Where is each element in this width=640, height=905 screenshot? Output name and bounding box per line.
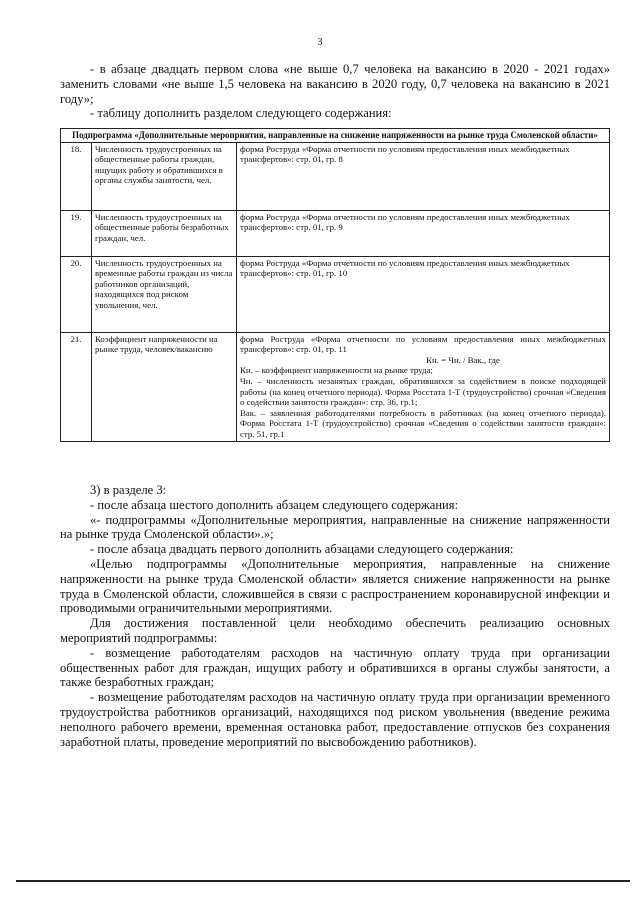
paragraph: - возмещение работодателям расходов на частичную оплату труда при организации общественных работ для граждан, ищущих работу и обратившихся в органы службы занятости, а также безработных граждан; [60, 645, 610, 690]
table-row [61, 332, 610, 441]
indicator-name: Численность трудоустроенных на общественные работы безработных граждан, чел. [92, 210, 237, 256]
intro-block [60, 62, 610, 121]
table-header: Подпрограмма «Дополнительные мероприятия, направленные на снижение напряженности на рынке труда Смоленской области» [61, 129, 610, 143]
formula: Кн. = Чн. / Вак., где [426, 354, 500, 365]
formula-chn-definition: Чн. – численность незанятых граждан, обратившихся за содействием в поиске подходящей работы (на конец отчетного периода). Форма Росстата 1-Т (трудоустройство) срочная «Сведения о содействии занятости граждан»: стр. 36, гр.1; [240, 375, 606, 408]
bottom-divider [16, 880, 630, 882]
indicator-name: Численность трудоустроенных на общественные работы граждан, ищущих работу и обратившихся в органы службы занятости, чел. [92, 142, 237, 210]
formula-kn-definition: Кн. – коэффициент напряженности на рынке труда; [240, 365, 433, 376]
body-block [60, 483, 610, 749]
intro-table-note: - таблицу дополнить разделом следующего содержания: [90, 106, 392, 121]
formula-vak-definition: Вак. – заявленная работодателями потребность в работниках (на конец отчетного периода). Форма Росстата 1-Т (трудоустройство) срочная «Сведения о содействии занятости граждан»: стр. 51, гр.1 [240, 407, 606, 439]
indicator-source: форма Роструда «Форма отчетности по условиям предоставления иных межбюджетных трансфертов»: стр. 01, гр. 11 [240, 333, 606, 355]
row-number: 21. [61, 332, 92, 441]
row-number: 19. [61, 210, 92, 256]
paragraph: Для достижения поставленной цели необходимо обеспечить реализацию основных мероприятий подпрограммы: [60, 616, 610, 645]
paragraph: - после абзаца шестого дополнить абзацем следующего содержания: [90, 497, 459, 512]
table-row [61, 256, 610, 332]
page-number: 3 [317, 37, 323, 48]
indicator-source: форма Роструда «Форма отчетности по условиям предоставления иных межбюджетных трансфертов»: стр. 01, гр. 10 [237, 256, 610, 332]
row-number: 18. [61, 142, 92, 210]
paragraph: «- подпрограммы «Дополнительные мероприятия, направленные на снижение напряженности на рынке труда Смоленской области».»; [60, 512, 610, 542]
intro-paragraph: - в абзаце двадцать первом слова «не выше 0,7 человека на вакансию в 2020 - 2021 годах» заменить словами «не выше 1,5 человека на вакансию в 2020 году, 0,7 человека на вакансию в 2021 году»; [60, 62, 610, 106]
indicator-name: Численность трудоустроенных на временные работы граждан из числа работников организаций, находящихся под риском увольнения, чел. [92, 256, 237, 332]
table-row [61, 210, 610, 256]
paragraph: - после абзаца двадцать первого дополнить абзацами следующего содержания: [90, 542, 514, 557]
section-heading: 3) в разделе 3: [90, 483, 167, 497]
indicator-name: Коэффициент напряженности на рынке труда, человек/вакансию [92, 332, 237, 441]
paragraph: «Целью подпрограммы «Дополнительные мероприятия, направленные на снижение напряженности на рынке труда Смоленской области» является снижение напряженности на рынке труда в Смоленской области, сложившейся в связи с распространением коронавирусной инфекции и проводимыми ограничительными мероприятиями. [60, 556, 610, 616]
row-number: 20. [61, 256, 92, 332]
indicator-source-cell [237, 332, 610, 441]
table-header-row [61, 129, 610, 143]
indicator-source: форма Роструда «Форма отчетности по условиям предоставления иных межбюджетных трансфертов»: стр. 01, гр. 9 [237, 210, 610, 256]
paragraph: - возмещение работодателям расходов на частичную оплату труда при организации временного трудоустройства работников организаций, находящихся под риском увольнения (введение режима неполного рабочего времени, временная остановка работ, предоставление отпусков без сохранения заработной платы, проведение мероприятий по высвобождению работников). [60, 690, 610, 749]
table-row [61, 142, 610, 210]
indicators-table [60, 128, 610, 442]
indicator-source: форма Роструда «Форма отчетности по условиям предоставления иных межбюджетных трансфертов»: стр. 01, гр. 8 [237, 142, 610, 210]
